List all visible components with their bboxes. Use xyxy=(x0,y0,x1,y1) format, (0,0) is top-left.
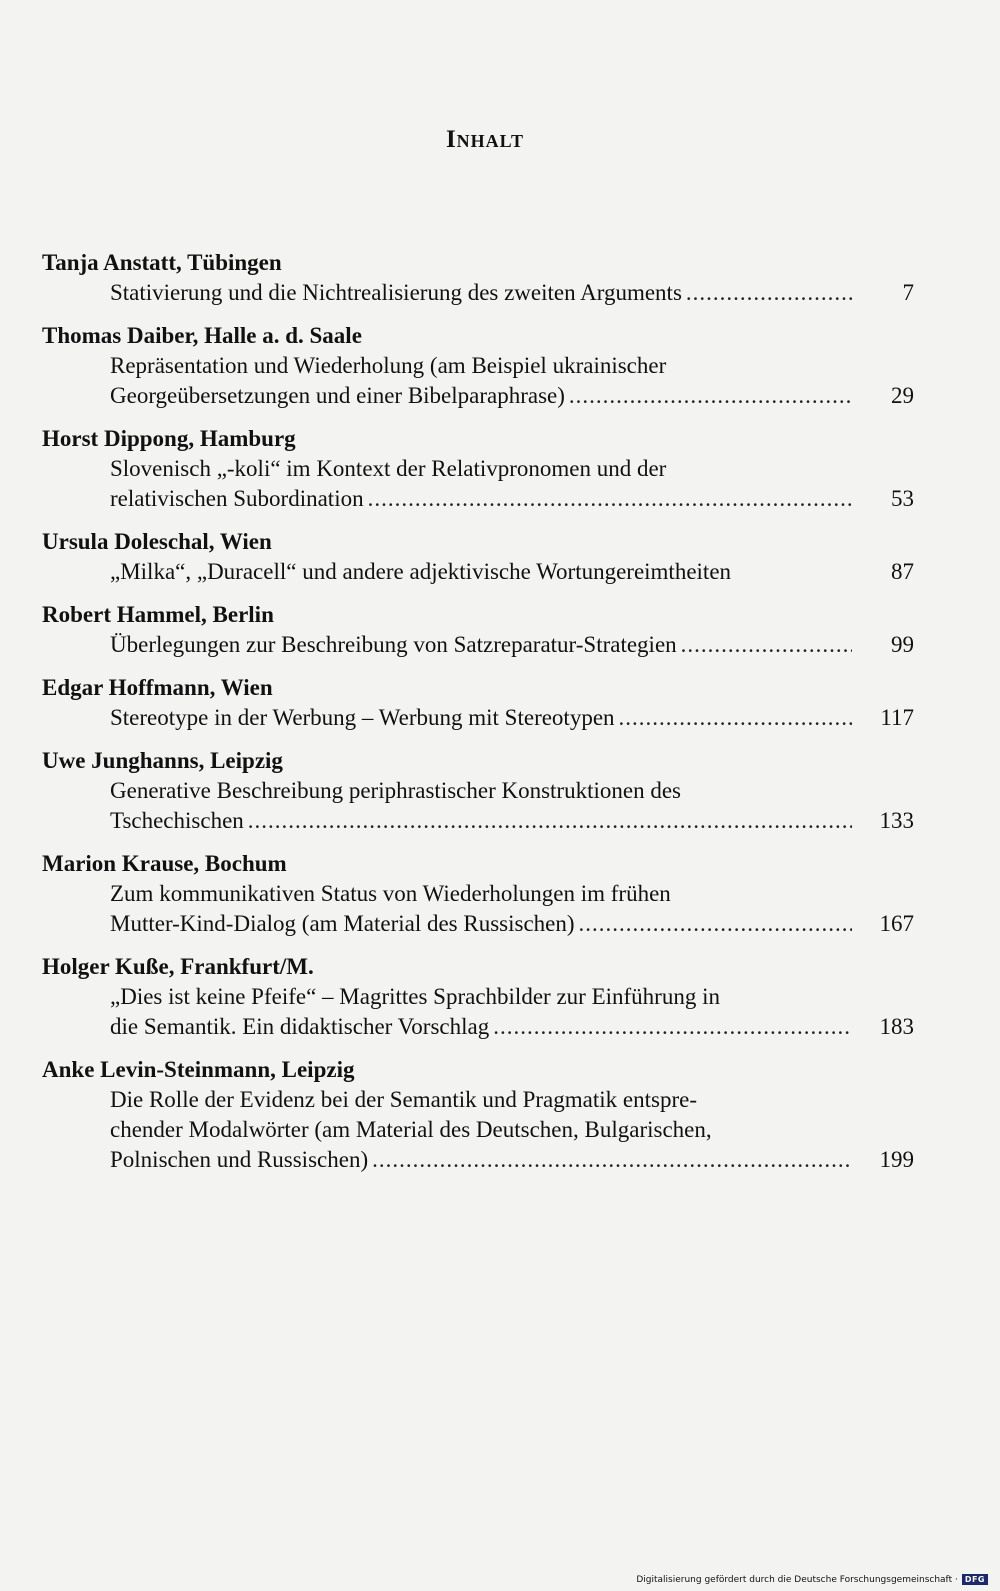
toc-entry xyxy=(42,1055,922,1175)
toc-title-line: „Milka“, „Duracell“ und andere adjektivische Wortungereimtheiten xyxy=(110,559,732,584)
toc-title xyxy=(110,557,922,587)
toc-author: Robert Hammel, Berlin xyxy=(42,602,274,627)
toc-page-number: 53 xyxy=(891,486,914,511)
toc-page-number: 167 xyxy=(879,911,914,936)
toc-title-line: Überlegungen zur Beschreibung von Satzreparatur-Strategien xyxy=(110,632,677,657)
toc-entry xyxy=(42,746,922,836)
leader-dots xyxy=(248,806,852,836)
toc-entry xyxy=(42,600,922,660)
toc-title xyxy=(110,278,922,308)
toc-page-number: 183 xyxy=(879,1014,914,1039)
leader-dots xyxy=(372,1145,852,1175)
toc-page-number: 117 xyxy=(880,705,914,730)
toc-title-line: Slovenisch „-koli“ im Kontext der Relativpronomen und der xyxy=(110,456,667,481)
leader-dots xyxy=(686,278,852,308)
toc-title xyxy=(110,703,922,733)
toc-page-number: 199 xyxy=(879,1147,914,1172)
toc-entry xyxy=(42,673,922,733)
toc-title-line: Stereotype in der Werbung – Werbung mit Stereotypen xyxy=(110,705,615,730)
toc-title-line: Mutter-Kind-Dialog (am Material des Russischen) xyxy=(110,911,575,936)
toc-author: Thomas Daiber, Halle a. d. Saale xyxy=(42,323,362,348)
toc-title-line: Georgeübersetzungen und einer Bibelparaphrase) xyxy=(110,383,565,408)
toc-title xyxy=(110,982,922,1042)
toc-author: Anke Levin-Steinmann, Leipzig xyxy=(42,1057,355,1082)
toc-entry xyxy=(42,424,922,514)
toc-author: Tanja Anstatt, Tübingen xyxy=(42,250,282,275)
toc-page-number: 29 xyxy=(891,383,914,408)
leader-dots xyxy=(681,630,852,660)
toc-author: Marion Krause, Bochum xyxy=(42,851,287,876)
toc-entry xyxy=(42,527,922,587)
dfg-logo-icon: DFG xyxy=(962,1574,988,1585)
toc-title-line: „Dies ist keine Pfeife“ – Magrittes Sprachbilder zur Einführung in xyxy=(110,984,720,1009)
toc-title-line: Generative Beschreibung periphrastischer Konstruktionen des xyxy=(110,778,681,803)
leader-dots xyxy=(579,909,852,939)
toc-author: Holger Kuße, Frankfurt/M. xyxy=(42,954,314,979)
toc-page-number: 87 xyxy=(891,559,914,584)
leader-dots xyxy=(493,1012,852,1042)
toc-author: Uwe Junghanns, Leipzig xyxy=(42,748,283,773)
toc-title-line: die Semantik. Ein didaktischer Vorschlag xyxy=(110,1014,490,1039)
toc-title-line: Polnischen und Russischen) xyxy=(110,1147,369,1172)
toc-page-number: 7 xyxy=(902,280,914,305)
toc-title xyxy=(110,454,922,514)
toc-title xyxy=(110,351,922,411)
toc-author: Ursula Doleschal, Wien xyxy=(42,529,272,554)
toc-entry xyxy=(42,849,922,939)
toc-title-line: Zum kommunikativen Status von Wiederholungen im frühen xyxy=(110,881,671,906)
toc-title-line: chender Modalwörter (am Material des Deutschen, Bulgarischen, xyxy=(110,1117,712,1142)
leader-dots xyxy=(619,703,852,733)
toc-entry xyxy=(42,248,922,308)
toc-page-number: 133 xyxy=(879,808,914,833)
toc-title xyxy=(110,1085,922,1175)
footer xyxy=(636,1574,988,1585)
toc-title-line: Repräsentation und Wiederholung (am Beispiel ukrainischer xyxy=(110,353,667,378)
leader-dots xyxy=(569,381,852,411)
toc-title xyxy=(110,879,922,939)
toc-title-line: relativischen Subordination xyxy=(110,486,364,511)
page-heading: Inhalt xyxy=(445,126,525,153)
toc-entry xyxy=(42,952,922,1042)
toc-title xyxy=(110,776,922,836)
footer-text: Digitalisierung gefördert durch die Deutsche Forschungsgemeinschaft · xyxy=(636,1574,958,1585)
toc-title-line: Die Rolle der Evidenz bei der Semantik und Pragmatik entspre- xyxy=(110,1087,697,1112)
toc-page-number: 99 xyxy=(891,632,914,657)
toc-author: Edgar Hoffmann, Wien xyxy=(42,675,273,700)
toc-author: Horst Dippong, Hamburg xyxy=(42,426,296,451)
leader-dots xyxy=(368,484,852,514)
toc-title-line: Stativierung und die Nichtrealisierung des zweiten Arguments xyxy=(110,280,682,305)
toc-entry xyxy=(42,321,922,411)
toc-title xyxy=(110,630,922,660)
table-of-contents xyxy=(42,248,922,1188)
toc-title-line: Tschechischen xyxy=(110,808,244,833)
